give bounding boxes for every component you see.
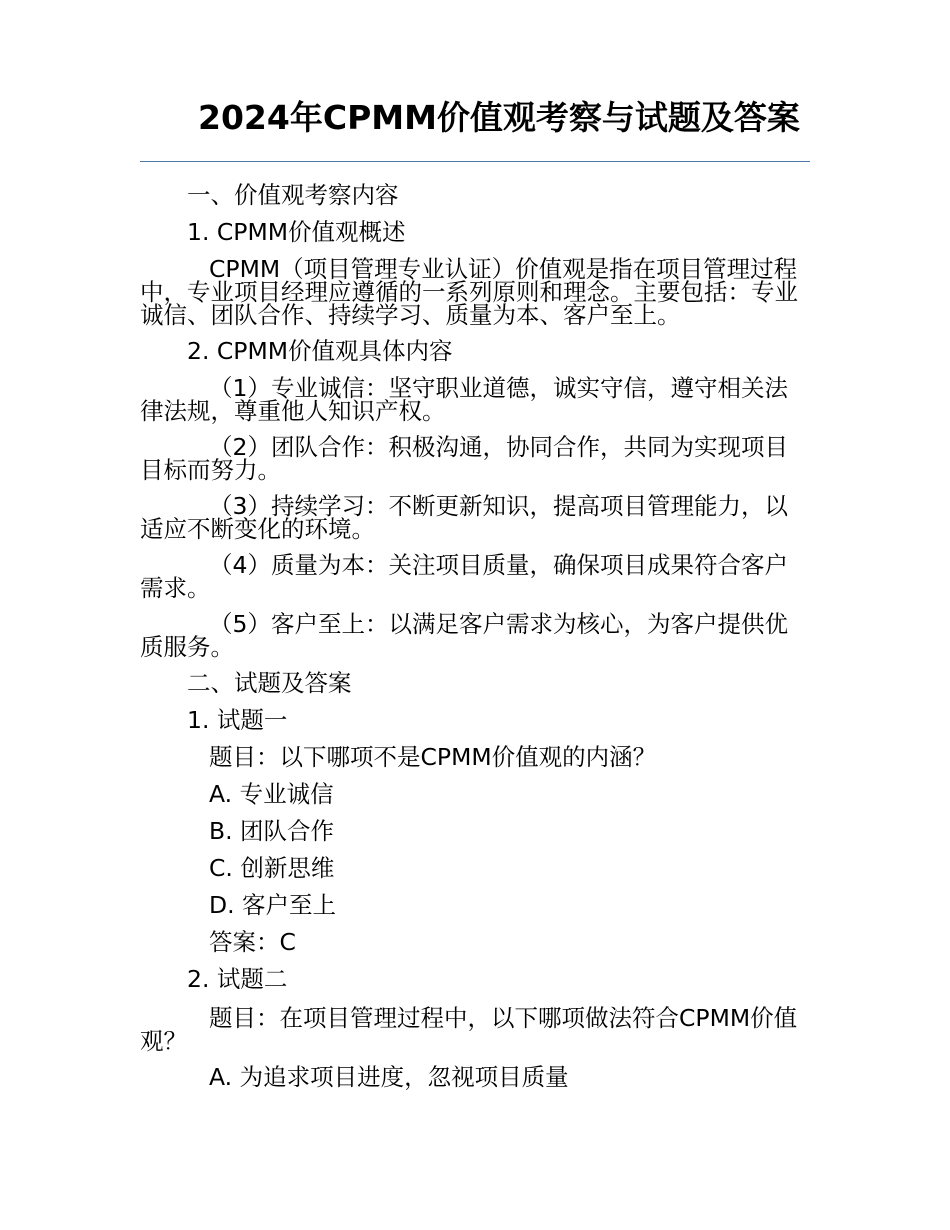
value-item-1: （1）专业诚信：坚守职业道德，诚实守信，遵守相关法律法规，尊重他人知识产权。 xyxy=(140,374,788,425)
title-underline xyxy=(140,161,810,162)
question-1-heading: 1. 试题一 xyxy=(187,706,288,734)
question-1-option-b: B. 团队合作 xyxy=(209,817,335,845)
question-1-option-c: C. 创新思维 xyxy=(209,854,335,882)
value-item-5: （5）客户至上：以满足客户需求为核心，为客户提供优质服务。 xyxy=(140,610,788,661)
subsection-1-paragraph: CPMM（项目管理专业认证）价值观是指在项目管理过程中，专业项目经理应遵循的一系列原则和理念。主要包括：专业诚信、团队合作、持续学习、质量为本、客户至上。 xyxy=(140,255,798,329)
value-item-4: （4）质量为本：关注项目质量，确保项目成果符合客户需求。 xyxy=(140,551,788,602)
subsection-2-heading: 2. CPMM价值观具体内容 xyxy=(187,337,453,365)
section-1-heading: 一、价值观考察内容 xyxy=(187,181,399,209)
question-1-option-a: A. 专业诚信 xyxy=(209,780,334,808)
subsection-1-heading: 1. CPMM价值观概述 xyxy=(187,218,406,246)
question-2-option-a: A. 为追求项目进度，忽视项目质量 xyxy=(209,1063,569,1091)
value-item-3: （3）持续学习：不断更新知识，提高项目管理能力，以适应不断变化的环境。 xyxy=(140,492,788,543)
question-2-text: 题目：在项目管理过程中，以下哪项做法符合CPMM价值观？ xyxy=(140,1004,798,1055)
document-title: 2024年CPMM价值观考察与试题及答案 xyxy=(198,98,800,137)
question-1-text: 题目：以下哪项不是CPMM价值观的内涵？ xyxy=(209,743,657,771)
question-1-option-d: D. 客户至上 xyxy=(209,891,337,919)
section-2-heading: 二、试题及答案 xyxy=(187,669,352,697)
question-2-heading: 2. 试题二 xyxy=(187,965,288,993)
value-item-2: （2）团队合作：积极沟通，协同合作，共同为实现项目目标而努力。 xyxy=(140,433,788,484)
question-1-answer: 答案：C xyxy=(209,928,296,956)
